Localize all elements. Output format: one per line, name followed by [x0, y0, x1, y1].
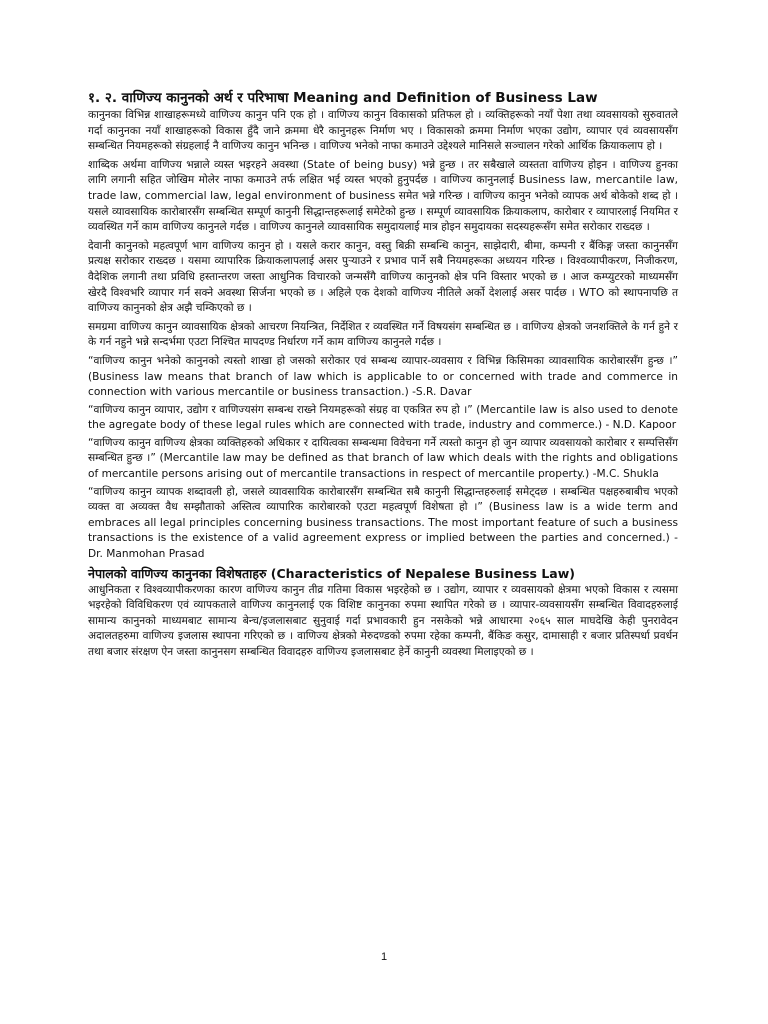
paragraph-introduction: कानुनका विभिन्न शाखाहरूमध्ये वाणिज्य कानुन पनि एक हो । वाणिज्य कानुन विकासको प्रतिफल हो । व्यक्तिहरूको नयाँ पेशा तथा व्यवसायको सुरुवातले गर्दा कानुनका नयाँ शाखाहरूको विकास हुँदै जाने क्रममा धेरै कानुनहरू निर्माण भए । विकासको क्रममा निर्माण भएका उद्योग, व्यापार एवं व्यवसायसँग सम्बन्धित नियमहरूको संग्रहलाई नै वाणिज्य कानुन भनिन्छ । वाणिज्य भनेको नाफा कमाउने उद्देश्यले मानिसले सञ्चालन गरेको आर्थिक क्रियाकलाप हो ।	[88, 109, 678, 153]
document-body	[88, 90, 678, 664]
definition-quote-kapoor: “वाणिज्य कानुन व्यापार, उद्योग र वाणिज्यसंग सम्बन्ध राख्ने नियमहरूको संग्रह वा एकत्रित रुप हो ।” (Mercantile law is also used to denote the agregate body of these legal rules which are connected with trade, industry and commerce.) - N.D. Kapoor	[88, 403, 678, 432]
page-number: 1	[380, 951, 388, 963]
definition-quote-prasad: “वाणिज्य कानुन व्यापक शब्दावली हो, जसले व्यावसायिक कारोबारसँग सम्बन्धित सबै कानुनी सिद्धान्तहरुलाई समेट्दछ । सम्बन्धित पक्षहरुबाबीच भएको व्यक्त वा अव्यक्त वैध सम्झौताको अस्तित्व व्यापारिक कारोबारको एउटा महत्वपूर्ण विशेषता हो ।” (Business law is a wide term and embraces all legal principles concerning business transactions. The most important feature of such a business transactions is the existence of a valid agreement express or implied between the parties and concerned.) - Dr. Manmohan Prasad	[88, 485, 678, 561]
section-heading-characteristics: नेपालको वाणिज्य कानुनका विशेषताहरु (Characteristics of Nepalese Business Law)	[88, 565, 575, 581]
definition-quote-davar: “वाणिज्य कानुन भनेको कानुनको त्यस्तो शाखा हो जसको सरोकार एवं सम्बन्ध व्यापार-व्यवसाय र विभिन्न किसिमका व्यावसायिक कारोबारसँग हुन्छ ।” (Business law means that branch of law which is applicable to or concerned with trade and commerce in connection with various mercantile or business transaction.) -S.R. Davar	[88, 354, 678, 399]
paragraph-literal-meaning: शाब्दिक अर्थमा वाणिज्य भन्नाले व्यस्त भइरहने अवस्था (State of being busy) भन्ने हुन्छ । तर सबैखाले व्यस्तता वाणिज्य होइन । वाणिज्य हुनका लागि लगानी सहित जोखिम मोलेर नाफा कमाउने तर्फ लक्षित भई व्यस्त भएको हुनुपर्दछ । वाणिज्य कानुनलाई Business law, mercantile law, trade law, commercial law, legal environment of business समेत भन्ने गरिन्छ । वाणिज्य कानुन भनेको व्यापक अर्थ बोकेको शब्द हो । यसले व्यावसायिक कारोबारसँग सम्बन्धित सम्पूर्ण कानुनी सिद्धान्तहरूलाई समेटेको हुन्छ । सम्पूर्ण व्यावसायिक क्रियाकलाप, कारोबार र व्यापारलाई नियमित र व्यवस्थित गर्ने काम वाणिज्य कानुनले गर्दछ । वाणिज्य कानुनले व्यावसायिक समुदायलाई मात्र होइन समुदायका सदस्यहरूसँग समेत सरोकार राख्दछ ।	[88, 158, 678, 234]
definition-quote-shukla: “वाणिज्य कानुन वाणिज्य क्षेत्रका व्यक्तिहरुको अधिकार र दायित्वका सम्बन्धमा विवेचना गर्ने त्यस्तो कानुन हो जुन व्यापार व्यवसायको कारोबार र सम्पत्तिसँग सम्बन्धित हुन्छ ।” (Mercantile law may be defined as that branch of law which deals with the rights and obligations of mercantile persons arising out of mercantile transactions in respect of mercantile property.) -M.C. Shukla	[88, 436, 678, 481]
section-heading-meaning-definition: १. २. वाणिज्य कानुनको अर्थ र परिभाषा Meaning and Definition of Business Law	[88, 90, 598, 106]
paragraph-civil-law-scope: देवानी कानुनको महत्वपूर्ण भाग वाणिज्य कानुन हो । यसले करार कानुन, वस्तु बिक्री सम्बन्धि कानुन, साझेदारी, बीमा, कम्पनी र बैंकिङ्ग जस्ता कानुनसँग प्रत्यक्ष सरोकार राख्दछ । यसमा व्यापारिक क्रियाकलापलाई असर पुऱ्याउने र प्रभाव पार्ने सबै नियमहरूका अध्ययन गरिन्छ । विश्वव्यापीकरण, निजीकरण, वैदेशिक लगानी तथा प्रविधि हस्तान्तरण जस्ता आधुनिक विचारको जन्मसँगै वाणिज्य कानुनको क्षेत्र पनि विस्तार भएको छ । आज कम्प्युटरको माध्यमसँग खेरदै विश्वभरि व्यापार गर्न सक्ने अवस्था सिर्जना भएको छ । अहिले एक देशको वाणिज्य नीतिले अर्को देशलाई असर पार्दछ । WTO को स्थापनापछि त वाणिज्य कानुनको क्षेत्र अझै चम्किएको छ ।	[88, 239, 678, 315]
paragraph-summary: समग्रमा वाणिज्य कानुन व्यावसायिक क्षेत्रको आचरण नियन्त्रित, निर्देशित र व्यवस्थित गर्ने विषयसंग सम्बन्धित छ । वाणिज्य क्षेत्रको जनशक्तिले के गर्न हुने र के गर्न नहुने भन्ने सन्दर्भमा एउटा निश्चित मापदण्ड निर्धारण गर्ने काम वाणिज्य कानुनले गर्दछ ।	[88, 320, 678, 349]
paragraph-characteristics: आधुनिकता र विश्वव्यापीकरणका कारण वाणिज्य कानुन तीव्र गतिमा विकास भइरहेको छ । उद्योग, व्यापार र व्यवसायको क्षेत्रमा भएको विकास र त्यसमा भइरहेको विविधिकरण एवं व्यापकताले वाणिज्य कानुनलाई एक विशिष्ट कानुनका रुपमा स्थापित गरेको छ । व्यापार-व्यवसायसँग सम्बन्धित विवादहरुलाई सामान्य कानुनको माध्यमबाट सामान्य बेन्च/इजलासबाट सुनुवाई गर्दा प्रभावकारी हुन नसकेको भन्ने आधारमा २०६५ साल माघदेखि केही पुनरावेदन अदालतहरुमा वाणिज्य इजलास स्थापना गरिएको छ । वाणिज्य क्षेत्रको मेरुदण्डको रुपमा रहेका कम्पनी, बैंकिङ कसुर, दामासाही र बजार प्रतिस्पर्धा प्रवर्धन तथा बजार संरक्षण ऐन जस्ता कानुनसग सम्बन्धित विवादहरु वाणिज्य इजलासबाट हेर्ने कानुनी व्यवस्था मिलाइएको छ ।	[88, 583, 678, 658]
